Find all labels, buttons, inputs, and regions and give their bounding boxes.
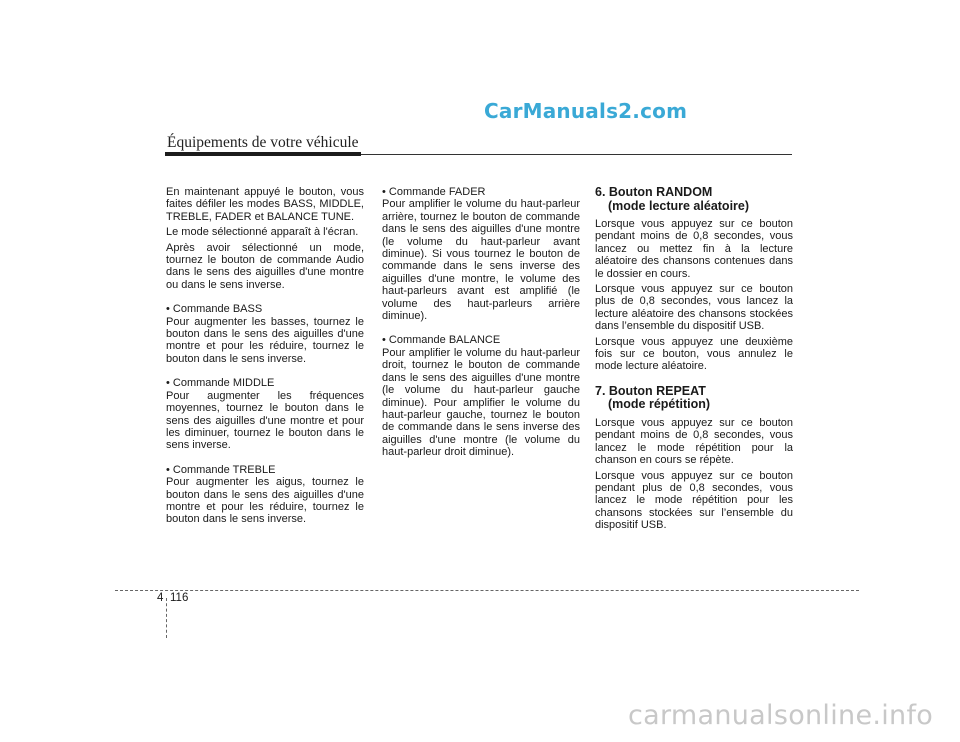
repeat-title: 7. Bouton REPEAT [595,383,706,398]
paragraph: Lorsque vous appuyez sur ce bouton pendant moins de 0,8 secondes, vous lancez le mode répétition pour la chanson en cours se répète. [595,416,793,467]
watermark-logo: CarManuals2.com [484,99,688,123]
bass-description: Pour augmenter les basses, tournez le bouton dans le sens des aiguilles d'une montre et pour les réduire, tournez le bouton dans le sens inverse. [166,315,364,365]
footer-divider [115,590,859,591]
left-column [166,186,364,529]
paragraph: Lorsque vous appuyez sur ce bouton plus de 0,8 secondes, vous lancez la lecture aléatoire des chansons stockées dans l’ensemble du dispositif USB. [595,283,793,333]
balance-description: Pour amplifier le volume du haut-parleur droit, tournez le bouton de commande dans le sens des aiguilles d'une montre (le volume du haut-parleur gauche diminue). Pour amplifier le volume du haut-parleur gauche, tournez le bouton de commande dans le sens inverse des aiguilles d'une montre (le volume du haut-parleur droit diminue). [382,346,580,459]
title-underline-thin [361,154,792,155]
treble-heading: • Commande TREBLE [166,463,276,476]
section-title: Équipements de votre véhicule [167,134,359,151]
right-column [595,186,793,535]
fader-heading: • Commande FADER [382,186,486,198]
paragraph: Le mode sélectionné apparaît à l'écran. [166,226,359,239]
random-title: 6. Bouton RANDOM [595,185,713,199]
fader-description: Pour amplifier le volume du haut-parleur arrière, tournez le bouton de commande dans le sens des aiguilles d'une montre (le volume du haut-parleur avant diminue). Si vous tournez le bouton de commande dans le sens inverse des aiguilles d'une montre, le volume des haut-parleurs avant est amplifié (le volume des haut-parleurs arrière diminue). [382,198,580,323]
bass-heading: • Commande BASS [166,303,263,316]
footer-vertical-divider [166,598,167,638]
repeat-heading [595,385,793,412]
paragraph: Lorsque vous appuyez une deuxième fois sur ce bouton, vous annulez le mode lecture aléatoire. [595,335,793,373]
paragraph: En maintenant appuyé le bouton, vous faites défiler les modes BASS, MIDDLE, TREBLE, FADER et BALANCE TUNE. [166,186,364,223]
middle-heading: • Commande MIDDLE [166,377,275,390]
treble-description: Pour augmenter les aigus, tournez le bouton dans le sens des aiguilles d'une montre et pour les réduire, tournez le bouton dans le sens inverse. [166,476,364,526]
random-subtitle: (mode lecture aléatoire) [608,198,750,213]
middle-description: Pour augmenter les fréquences moyennes, tournez le bouton dans le sens des aiguilles d'une montre et pour les diminuer, tournez le bouton dans le sens inverse. [166,389,364,452]
random-heading [595,186,793,213]
page-number: 116 [170,592,189,604]
title-underline-thick [165,152,361,156]
repeat-subtitle: (mode répétition) [608,397,711,412]
site-watermark: carmanualsonline.info [628,700,934,731]
paragraph: Lorsque vous appuyez sur ce bouton pendant moins de 0,8 secondes, vous lancez ou mettez fin à la lecture aléatoire des chansons contenues dans le dossier en cours. [595,218,793,280]
balance-heading: • Commande BALANCE [382,334,501,347]
chapter-number: 4 [157,592,164,604]
paragraph: Après avoir sélectionné un mode, tournez le bouton de commande Audio dans le sens des aiguilles d'une montre ou dans le sens inverse. [166,241,364,291]
middle-column [382,186,580,462]
paragraph: Lorsque vous appuyez sur ce bouton pendant plus de 0,8 secondes, vous lancez le mode répétition pour les chansons stockées sur l’ensemble du dispositif USB. [595,469,793,532]
